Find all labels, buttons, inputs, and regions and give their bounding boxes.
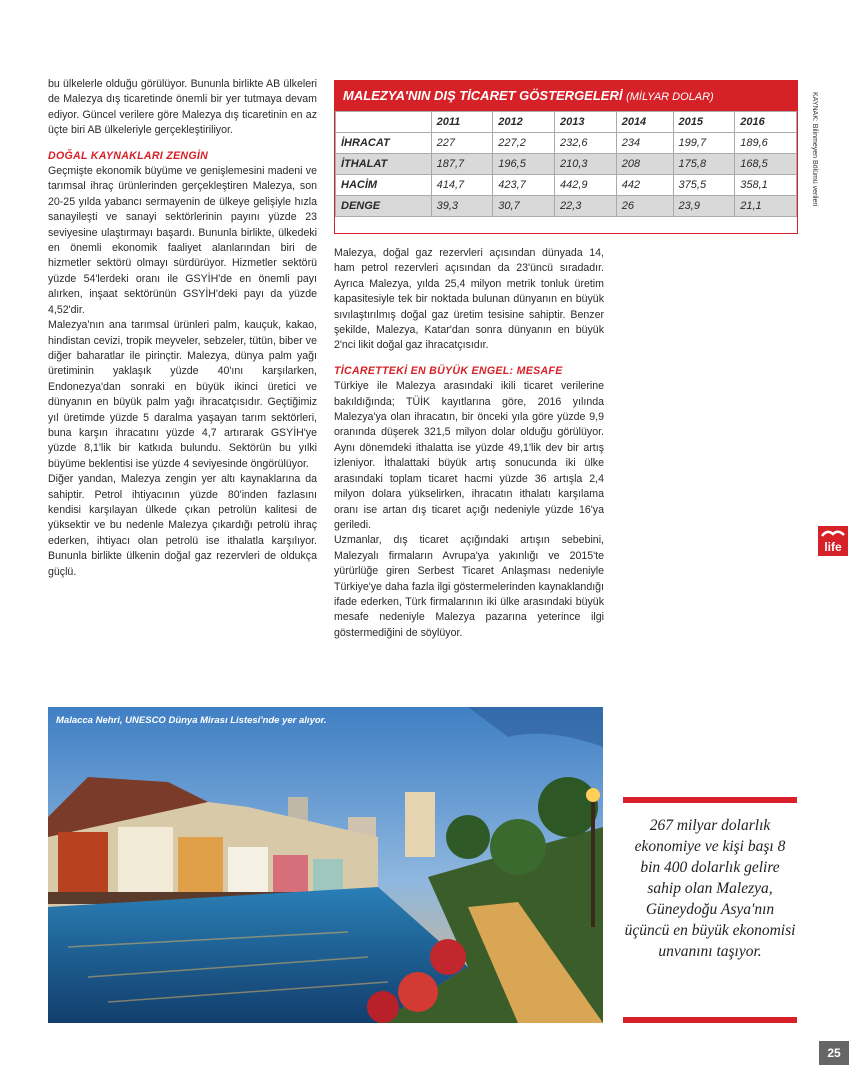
year-header: 2015: [673, 112, 735, 133]
row-label: İTHALAT: [336, 154, 432, 175]
table-cell: 232,6: [555, 133, 617, 154]
quote-text: 267 milyar dolarlık ekonomiye ve kişi başı 8 bin 400 dolarlık gelire sahip olan Malezya, Güneydoğu Asya'nın üçüncü en büyük ekonomisi unvanını taşıyor.: [624, 817, 796, 960]
row-label: HACİM: [336, 175, 432, 196]
table-cell: 22,3: [555, 196, 617, 217]
paragraph: bu ülkelerle olduğu görülüyor. Bununla birlikte AB ülkeleri de Malezya dış ticaretinde önemli bir yer tutmaya devam ediyor. Güncel verilere göre Malezya dış ticaretinin en az üçte biri AB ülkeleriyle gerçekleştiriliyor.: [48, 78, 317, 137]
quote-rule-top: [623, 797, 797, 803]
table-cell: 227,2: [493, 133, 555, 154]
section-heading: TİCARETTEKİ EN BÜYÜK ENGEL: MESAFE: [334, 364, 563, 377]
year-header: 2013: [555, 112, 617, 133]
table-corner: [336, 112, 432, 133]
row-label: İHRACAT: [336, 133, 432, 154]
row-label: DENGE: [336, 196, 432, 217]
pull-quote: [623, 797, 797, 1025]
table-cell: 210,3: [555, 154, 617, 175]
page-number: 25: [819, 1041, 849, 1065]
table-cell: 414,7: [431, 175, 493, 196]
table-cell: 442,9: [555, 175, 617, 196]
trade-indicators-table: [334, 80, 798, 234]
table-cell: 187,7: [431, 154, 493, 175]
table-cell: 189,6: [735, 133, 797, 154]
malacca-river-photo: [48, 707, 603, 1023]
table-cell: 234: [616, 133, 673, 154]
table-cell: 227: [431, 133, 493, 154]
table-cell: 208: [616, 154, 673, 175]
table-row: [336, 133, 797, 154]
table-row: [336, 196, 797, 217]
year-header: 2012: [493, 112, 555, 133]
table-row: [336, 175, 797, 196]
table-unit: (MİLYAR DOLAR): [626, 91, 714, 103]
table-cell: 358,1: [735, 175, 797, 196]
table-cell: 442: [616, 175, 673, 196]
year-header: 2014: [616, 112, 673, 133]
table-cell: 168,5: [735, 154, 797, 175]
paragraph: Türkiye ile Malezya arasındaki ikili ticaret verilerine bakıldığında; TÜİK kayıtlarına göre, 2016 yılında Malezya'ya olan ihracatın, bir önceki yıla göre yüzde 9,9 oranında düşerek 321,5 milyon dolar olduğu görülüyor. Aynı dönemdeki ithalatta ise yüzde 49,1'lik dev bir artış izleniyor. İthalattaki büyük artış sonucunda iki ülke arasındaki toplam ticaret hacmi yüzde 36 artışla 2,4 milyon dolara yükselirken, ihracatın ithalatı karşılama oranı ise artan dış ticaret açığı nedeniyle yüzde 16'ya geriledi.: [334, 380, 604, 531]
table-cell: 423,7: [493, 175, 555, 196]
table-source: KAYNAK: Bilinmeyen Bölümü verileri: [811, 92, 818, 207]
data-table: [335, 111, 797, 217]
right-column: [334, 246, 604, 641]
left-column: [48, 77, 317, 580]
table-cell: 39,3: [431, 196, 493, 217]
paragraph: Diğer yandan, Malezya zengin yer altı kaynaklarına da sahiptir. Petrol ihtiyacının yüzde 80'inden fazlasını kendisi karşılayan ülkede çıkan petrolün kalitesi de yüksektir ve bu nedenle Malezya çıkardığı petrolü ihraç ederken, ihtiyacı olan petrolü ise ithalatla karşılıyor. Bununla birlikte ülkenin doğal gaz rezervleri de oldukça güçlü.: [48, 473, 317, 578]
table-cell: 26: [616, 196, 673, 217]
table-title: [335, 81, 797, 111]
section-heading: DOĞAL KAYNAKLARI ZENGİN: [48, 149, 209, 162]
year-header: 2011: [431, 112, 493, 133]
table-cell: 175,8: [673, 154, 735, 175]
paragraph: Geçmişte ekonomik büyüme ve genişlemesini madeni ve tarımsal ihraç ürünlerinden gerçekleştiren Malezya, son 20-25 yılda yabancı sermayenin de ülkeye gelişiyle hızla sanayileşti ve sanayi sektörlerinin payını yüzde 23 seviyesine ulaştırmayı başardı. Bununla birlikte, ülkedeki en önemli ekonomik faaliyet alanlarından biri de hizmetler sektörü olmayı sürdürüyor. Hizmetler sektörü yüzde 54'lerdeki oranı ile GSYİH'de en önemli payı alırken, inşaat sektörünün GSYİH'deki payı da yüzde 4,52'dir.: [48, 165, 317, 316]
paragraph: Uzmanlar, dış ticaret açığındaki artışın sebebini, Malezyalı firmaların Avrupa'ya yakınlığı ve 2015'te yürürlüğe giren Serbest Ticaret Anlaşması nedeniyle Türkiye'ye daha fazla ilgi göstermelerinden kaynaklandığı ifade ederken, Türk firmalarının iki ülke arasındaki büyük mesafe nedeniyle Malezya pazarına yeterince ilgi göstermediğini de söylüyor.: [334, 534, 604, 639]
paragraph: Malezya'nın ana tarımsal ürünleri palm, kauçuk, kakao, hindistan cevizi, tropik meyveler, sebzeler, tütün, biber ve diğer baharatlar ile pirinçtir. Malezya, dünya palm yağı üretiminin yaklaşık yüzde 40'ını karşılarken, Endonezya'dan sonraki en büyük ikinci üretici ve dünyanın en büyük palm yağı ihracatçısıdır. Geçtiğimiz yıl üretimde yüzde 5 daralma yaşayan tarım sektörleri, buna karşın ihracatını yüzde 4,7 artırarak GSYİH'ye yüzde 8,1'lik bir katkıda bulundu. Sektörün bu yılki büyüme beklentisi ise yüzde 4 seviyesinde öngörülüyor.: [48, 319, 317, 470]
table-cell: 21,1: [735, 196, 797, 217]
table-cell: 375,5: [673, 175, 735, 196]
table-cell: 199,7: [673, 133, 735, 154]
logo-text: life: [824, 540, 842, 554]
quote-rule-bottom: [623, 1017, 797, 1023]
paragraph: Malezya, doğal gaz rezervleri açısından dünyada 14, ham petrol rezervleri açısından da 23'üncü sıradadır. Ayrıca Malezya, yılda 25,4 milyon metrik tonluk üretim kapasitesiyle tek bir noktada bulunan dünyanın en büyük sıvılaştırılmış doğal gaz üretim tesisine sahiptir. Benzer şekilde, Malezya, Katar'dan sonra dünyanın en büyük 2'nci likit doğal gaz ihracatçısıdır.: [334, 247, 604, 352]
photo-caption: Malacca Nehri, UNESCO Dünya Mirası Listesi'nde yer alıyor.: [56, 715, 327, 726]
table-cell: 30,7: [493, 196, 555, 217]
table-title-text: MALEZYA'NIN DIŞ TİCARET GÖSTERGELERİ: [343, 88, 623, 103]
table-row: [336, 154, 797, 175]
table-cell: 196,5: [493, 154, 555, 175]
year-header: 2016: [735, 112, 797, 133]
table-cell: 23,9: [673, 196, 735, 217]
life-logo-icon: [818, 526, 848, 556]
